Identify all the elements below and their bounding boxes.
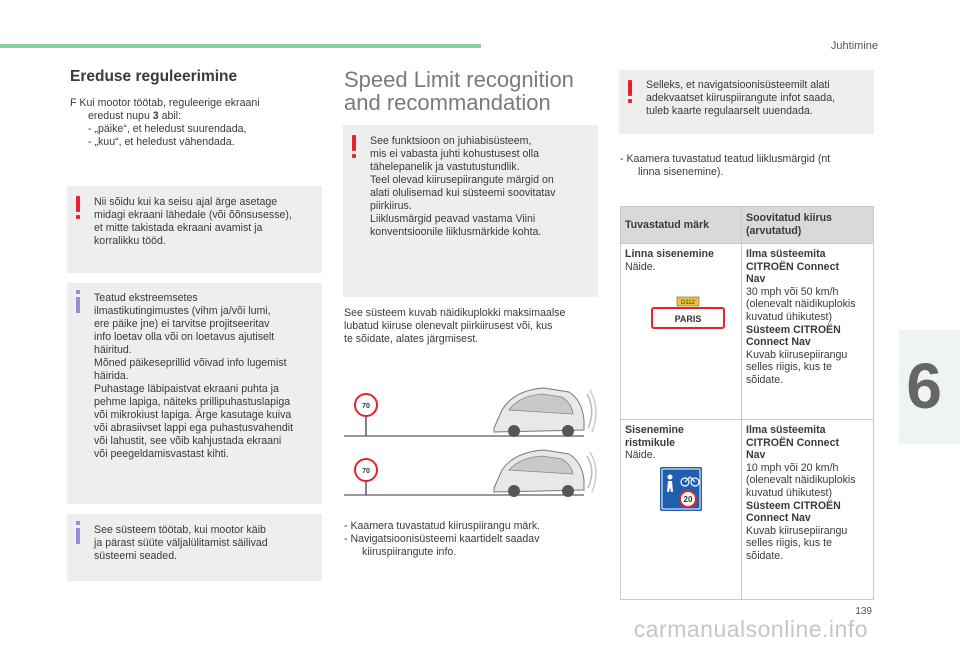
table-header-sign: Tuvastatud märk	[621, 207, 742, 244]
intro-line: - „kuu“, et heledust vähendada.	[88, 136, 235, 148]
speed-limit-title: Speed Limit recognition and recommandation	[344, 67, 574, 115]
warning-text: Nii sõidu kui ka seisu ajal ärge asetage midagi ekraani lähedale (või õõnsusesse), et mitte takistada ekraani avamist ja korralikku tööd.	[94, 196, 292, 247]
warning-box	[67, 186, 322, 273]
speed-sign-car-illustration	[344, 370, 599, 500]
recommended-speed-table	[620, 206, 874, 600]
section-title: Juhtimine	[830, 40, 878, 52]
warning-box-maps	[619, 70, 874, 134]
table-header-speed: Soovitatud kiirus (arvutatud)	[742, 207, 874, 244]
table-header-row	[621, 207, 874, 244]
row-example: Näide.	[625, 449, 656, 462]
car-wheel	[562, 425, 574, 437]
warning-text-speed: See funktsioon on juhiabisüsteem, mis ei vabasta juhti kohustusest olla tähelepanelik ja vastutustundlik. Teel olevad kiirusepiirangute märgid on alati olulisemad kui süsteemi soovitatav piirkiirus. Liiklusmärgid peavad vastama Viini konventsioonile liiklusmärkide kohta.	[370, 135, 556, 238]
intro-line: F Kui mootor töötab, reguleerige ekraani	[70, 97, 260, 109]
table-row	[621, 244, 874, 420]
car-wheel	[562, 485, 574, 497]
intro-line: - „päike“, et heledust suurendada,	[88, 123, 247, 135]
info-box	[67, 283, 322, 504]
motion-lines	[587, 456, 592, 488]
car-wheel	[508, 485, 520, 497]
table-cell-sign	[621, 244, 742, 420]
table-cell-sign	[621, 420, 742, 600]
motion-lines	[587, 394, 592, 428]
table-cell-speed: Ilma süsteemita CITROËN Connect Nav 10 mph või 20 km/h (olenevalt näidikuplokis kuvatud ühikutest) Süsteem CITROËN Connect Nav Kuvab kiirusepiirangu selles riigis, kus te sõidate.	[742, 420, 874, 600]
info-icon	[76, 521, 80, 525]
brightness-intro	[70, 97, 260, 149]
watermark: carmanualsonline.info	[633, 616, 868, 642]
chapter-number: 6	[906, 350, 942, 422]
intro-line: eredust nupu 3 abil:	[88, 110, 182, 122]
pedestrian-icon	[668, 474, 673, 479]
speed-limit-description: See süsteem kuvab näidikuplokki maksimaalse lubatud kiiruse olenevalt piirkiirusest või, kus te sõidate, alates järgmisest.	[344, 307, 566, 345]
warning-text-maps: Selleks, et navigatsioonisüsteemilt alati adekvaatset kiiruspiirangute infot saada, tuleb kaarte regulaarselt uuendada.	[646, 79, 836, 117]
page-number: 139	[855, 606, 872, 617]
info-text-2: See süsteem töötab, kui mootor käib ja pärast süüte väljalülitamist säilivad süsteemi seaded.	[94, 524, 268, 562]
row-title: Sisenemine	[625, 424, 684, 436]
speed-sign-top-value: 70	[362, 403, 370, 410]
car-wheel	[508, 425, 520, 437]
speed-limit-sources: - Kaamera tuvastatud kiiruspiirangu märk. - Navigatsioonisüsteemi kaartidelt saadav kiiruspiirangute info.	[344, 520, 541, 558]
camera-signs-bullet: - Kaamera tuvastatud teatud liiklusmärgid (nt linna sisenemine).	[620, 153, 831, 178]
table-cell-speed: Ilma süsteemita CITROËN Connect Nav 30 mph või 50 km/h (olenevalt näidikuplokis kuvatud ühikutest) Süsteem CITROËN Connect Nav Kuvab kiirusepiirangu selles riigis, kus te sõidate.	[742, 244, 874, 420]
info-text: Teatud ekstreemsetes ilmastikutingimustes (vihm ja/või lumi, ere päike jne) ei tarvitse projitseeritav info loetav olla või on loetavus ajutiselt häiritud. Mõned päikeseprillid võivad info lugemist häirida. Puhastage läbipaistvat ekraani puhta ja pehme lapiga, näiteks prillipuhastuslapiga või mikrokiust lapiga. Ärge kasutage kuiva või abrasiivset lappi ega puhastusvahendit või lahustit, see võib kahjustada ekraani või peegeldamisvastast kihti.	[94, 292, 294, 460]
info-icon	[76, 290, 80, 294]
zone-speed-value: 20	[683, 494, 693, 504]
row-example: Näide.	[625, 260, 656, 273]
row-title: Linna sisenemine	[625, 248, 714, 260]
warning-box-speed	[343, 125, 598, 297]
row-title: ristmikule	[625, 436, 676, 449]
warning-icon	[350, 135, 359, 159]
speed-sign-bottom-value: 70	[362, 468, 370, 475]
town-entry-sign	[649, 295, 729, 335]
zone-sign	[659, 466, 703, 512]
info-box-2	[67, 514, 322, 581]
brightness-title: Ereduse reguleerimine	[70, 68, 238, 85]
warning-icon	[626, 80, 635, 104]
town-name-text: PARIS	[674, 314, 702, 325]
table-row	[621, 420, 874, 600]
section-color-bar	[0, 44, 481, 48]
road-number-text: D112	[681, 300, 695, 307]
warning-icon	[74, 196, 83, 220]
